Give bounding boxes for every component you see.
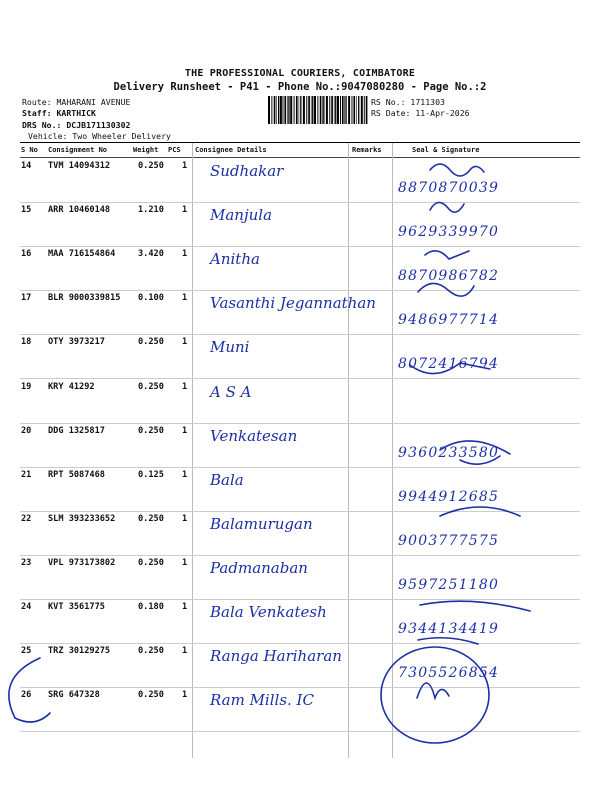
handwritten-consignee-name: Bala Venkatesh	[210, 603, 327, 621]
barcode-bar	[306, 96, 307, 124]
barcode-bar	[308, 96, 310, 124]
row-weight: 0.250	[138, 425, 164, 436]
col-header-weight: Weight	[133, 146, 159, 154]
row-sno: 16	[21, 249, 32, 260]
barcode-bar	[344, 96, 345, 124]
row-weight: 1.210	[138, 205, 164, 216]
handwritten-phone: 9629339970	[398, 224, 500, 241]
drs-label: DRS No.: DCJB171130302	[22, 120, 131, 130]
barcode-bar	[317, 96, 318, 124]
handwritten-phone: 9597251180	[398, 576, 500, 593]
handwritten-phone: 8870986782	[398, 268, 500, 285]
row-pcs: 1	[182, 161, 188, 171]
barcode-bar	[331, 96, 333, 124]
barcode-bar	[364, 96, 365, 124]
row-sno: 23	[21, 557, 32, 568]
row-pcs: 1	[182, 293, 188, 304]
vehicle-label: Vehicle: Two Wheeler Delivery	[28, 131, 171, 141]
handwritten-phone: 9344134419	[398, 621, 500, 637]
barcode-bar	[294, 96, 295, 124]
handwritten-consignee-name: Muni	[210, 338, 250, 357]
barcode-bar	[283, 96, 284, 124]
row-consignment-no: KRY 41292	[48, 381, 95, 392]
row-weight: 0.180	[138, 602, 164, 612]
barcode-bar	[311, 96, 312, 124]
row-weight: 3.420	[138, 249, 164, 260]
row-sno: 17	[21, 293, 32, 304]
row-consignment-no: VPL 973173802	[48, 557, 116, 568]
row-pcs: 1	[182, 381, 188, 392]
barcode-bar	[320, 96, 322, 124]
barcode-bar	[334, 96, 335, 124]
row-weight: 0.250	[138, 381, 164, 392]
barcode-bar	[312, 96, 313, 124]
row-pcs: 1	[182, 469, 188, 480]
row-sno: 22	[21, 513, 32, 524]
handwritten-phone: 9003777575	[398, 532, 500, 549]
row-consignment-no: BLR 9000339815	[48, 293, 121, 304]
stamp-arc-left	[0, 650, 60, 730]
handwritten-consignee-name: Venkatesan	[210, 426, 298, 445]
barcode-bar	[271, 96, 272, 124]
row-pcs: 1	[182, 205, 188, 216]
row-weight: 0.250	[138, 646, 164, 657]
barcode-bar	[280, 96, 282, 124]
handwritten-phone: 8870870039	[398, 180, 500, 196]
rs-barcode	[268, 96, 368, 124]
row-pcs: 1	[182, 602, 188, 612]
row-consignment-no: DDG 1325817	[48, 425, 105, 436]
barcode-bar	[352, 96, 353, 124]
handwritten-consignee-name: Ram Mills. IC	[210, 691, 314, 710]
row-sno: 15	[21, 205, 32, 216]
row-pcs: 1	[182, 646, 188, 657]
company-title: THE PROFESSIONAL COURIERS, COIMBATORE	[184, 68, 416, 79]
barcode-bar	[268, 96, 270, 124]
row-weight: 0.250	[138, 557, 164, 568]
barcode-bar	[326, 96, 328, 124]
route-label: Route: MAHARANI AVENUE	[22, 97, 131, 107]
row-sno: 14	[21, 161, 32, 171]
header-top-rule	[20, 142, 580, 143]
barcode-bar	[284, 96, 286, 124]
handwritten-phone: 9944912685	[398, 488, 500, 505]
handwritten-consignee-name: Ranga Hariharan	[210, 647, 342, 666]
barcode-bar	[296, 96, 298, 124]
barcode-bar	[342, 96, 344, 124]
barcode-bar	[287, 96, 288, 124]
handwritten-consignee-name: Sudhakar	[210, 162, 284, 180]
handwritten-consignee-name: A S A	[210, 382, 252, 401]
row-sno: 19	[21, 381, 32, 392]
handwritten-phone: 8072416794	[398, 356, 500, 373]
row-weight: 0.100	[138, 293, 164, 304]
barcode-bar	[322, 96, 323, 124]
row-pcs: 1	[182, 249, 188, 260]
row-sno: 24	[21, 602, 32, 612]
row-weight: 0.250	[138, 161, 164, 171]
row-pcs: 1	[182, 337, 188, 348]
runsheet-title: Delivery Runsheet - P41 - Phone No.:9047080280 - Page No.:2	[113, 81, 487, 93]
barcode-bar	[329, 96, 330, 124]
barcode-bar	[358, 96, 359, 124]
handwritten-consignee-name: Padmanaban	[210, 558, 308, 577]
row-pcs: 1	[182, 557, 188, 568]
rs-date: RS Date: 11-Apr-2026	[371, 108, 470, 118]
handwritten-consignee-name: Vasanthi Jegannathan	[210, 294, 376, 313]
col-header-sno: S No	[21, 146, 38, 154]
barcode-bar	[278, 96, 279, 124]
handwritten-phone: 7305526854	[398, 665, 500, 682]
row-consignment-no: OTY 3973217	[48, 337, 105, 348]
col-header-consignment: Consignment No	[48, 146, 108, 154]
row-weight: 0.250	[138, 513, 164, 524]
row-consignment-no: TRZ 30129275	[48, 646, 111, 657]
barcode-bar	[340, 96, 341, 124]
row-consignment-no: SLM 393233652	[48, 513, 116, 524]
row-sno: 25	[21, 646, 32, 657]
handwritten-consignee-name: Balamurugan	[210, 514, 313, 533]
row-consignment-no: TVM 14094312	[48, 161, 111, 171]
barcode-bar	[290, 96, 292, 124]
barcode-bar	[345, 96, 346, 124]
row-pcs: 1	[182, 513, 188, 524]
row-pcs: 1	[182, 425, 188, 436]
row-weight: 0.250	[138, 690, 164, 701]
col-header-pcs: PCS	[168, 146, 181, 154]
row-sno: 21	[21, 469, 32, 480]
col-header-seal: Seal & Signature	[412, 146, 480, 154]
barcode-bar	[353, 96, 355, 124]
barcode-bar	[303, 96, 305, 124]
barcode-bar	[356, 96, 357, 124]
col-header-remarks: Remarks	[352, 146, 382, 154]
row-consignment-no: KVT 3561775	[48, 602, 105, 612]
col-header-consignee: Consignee Details	[195, 146, 267, 154]
barcode-bar	[274, 96, 276, 124]
barcode-bar	[348, 96, 350, 124]
handwritten-phone: 9486977714	[398, 312, 500, 329]
row-weight: 0.250	[138, 337, 164, 348]
handwritten-phone: 9360233580	[398, 444, 500, 461]
rs-number: RS No.: 1711303	[371, 97, 445, 107]
handwritten-consignee-name: Anitha	[210, 250, 260, 269]
barcode-bar	[276, 96, 277, 124]
row-consignment-no: MAA 716154864	[48, 249, 116, 260]
handwritten-consignee-name: Manjula	[210, 206, 273, 225]
barcode-bar	[366, 96, 368, 124]
row-consignment-no: RPT 5087468	[48, 469, 105, 480]
barcode-bar	[288, 96, 289, 124]
barcode-bar	[337, 96, 339, 124]
barcode-bar	[299, 96, 300, 124]
row-sno: 18	[21, 337, 32, 348]
row-sno: 26	[21, 690, 32, 701]
row-sno: 20	[21, 425, 32, 436]
handwritten-consignee-name: Bala	[210, 470, 244, 489]
barcode-bar	[300, 96, 301, 124]
staff-label: Staff: KARTHICK	[22, 108, 96, 118]
barcode-bar	[361, 96, 363, 124]
barcode-bar	[323, 96, 324, 124]
barcode-bar	[335, 96, 336, 124]
row-pcs: 1	[182, 690, 188, 701]
row-consignment-no: SRG 647328	[48, 690, 100, 701]
row-consignment-no: ARR 10460148	[48, 205, 111, 216]
row-weight: 0.125	[138, 469, 164, 480]
barcode-bar	[314, 96, 316, 124]
stamp-circle	[375, 640, 495, 750]
